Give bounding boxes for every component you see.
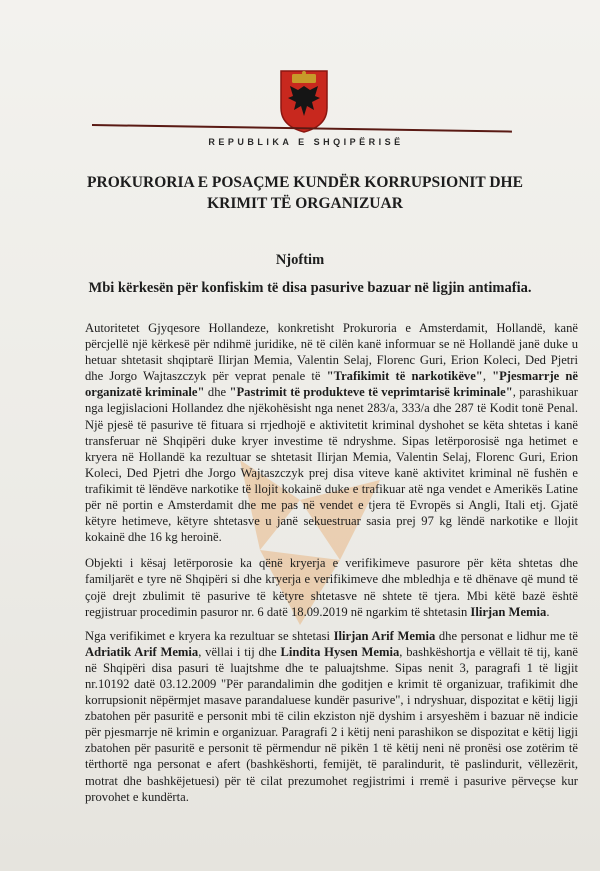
- paragraph-3: Nga verifikimet e kryera ka rezultuar se shtetasi Ilirjan Arif Memia dhe personat e lidhur me të Adriatik Arif Memia, vëllai i tij dhe Lindita Hysen Memia, bashkëshortja e vëllait të tij, kanë në Shqipëri disa pasuri të luajtshme dhe te paluajtshme. Sipas nenit 3, paragrafi 1 të ligjit nr.10192 datë 03.12.2009 "Për parandalimin dhe goditjen e krimit të organizuar, trafikimit dhe korrupsionit nëpërmjet masave parandaluese kundër pasurive", i ndryshuar, dispozitat e këtij ligji zbatohen për pasuritë e personit mbi të cilin ekziston një dyshim i arsyeshëm i bazuar në indicie për pjesmarrje në krimin e organizuar. Paragrafi 2 i këtij neni parashikon se dispozitat e këtij ligji zbatohen për pasuritë e personit të përmendur në pikën 1 të këtij neni në pronësi ose zotërim të tërthortë nga personat e afert (bashkëshorti, femijët, të paralindurit, të paslindurit, vëllezërit, motrat dhe bashkëjetuesi) për të cilat prezumohet regjistrimi i rremë i pasurive përveçse kur provohet e kundërta.: [85, 628, 578, 804]
- notice-body: [85, 320, 578, 815]
- paragraph-1: Autoritetet Gjyqesore Hollandeze, konkretisht Prokuroria e Amsterdamit, Hollandë, kanë përcjellë një kërkesë për ndihmë juridike, në të cilën kanë informuar se në Hollandë janë duke u hetuar shtetasit shqiptarë Ilirjan Memia, Valentin Selaj, Florenc Guri, Erion Koleci, Ded Pjetri dhe Jorgo Wajtaszczyk për veprat penale të "Trafikimit të narkotikëve", "Pjesmarrje në organizatë kriminale" dhe "Pastrimit të produkteve të veprimtarisë kriminale", parashikuar nga legjislacioni Hollandez dhe njëkohësisht nga nenet 283/a, 333/a dhe 287 të Kodit tonë Penal. Një pjesë të pasurive të fituara si rrjedhojë e aktivitetit kriminal dyshohet se këta shtetas i kanë transferuar në Shqipëri duke kryer investime të ndryshme. Sipas letërporosisë nga hetimet e kryera në Hollandë ka rezultuar se shtetasit Ilirjan Memia, Valentin Selaj, Florenc Guri, Erion Koleci, Ded Pjetri dhe Jorgo Wajtaszczyk prej disa viteve kanë aktivitet kriminal në fushën e trafikimit të lëndëve narkotike të llojit kokainë duke e trafikuar atë nga vendet e Amerikës Latine për në portin e Amsterdamit dhe me pas në vendet e tjera të Evropës si Angli, Itali etj. Gjatë këtyre hetimeve, këtyre shtetasve u janë sekuestruar sasia prej 97 kg lëndë narkotike e llojit kokainë dhe 16 kg heroinë.: [85, 321, 579, 545]
- albania-coat-of-arms-icon: [278, 68, 330, 134]
- notice-subtitle: Mbi kërkesën për konfiskim të disa pasurive bazuar në ligjin antimafia.: [88, 280, 532, 296]
- country-name: REPUBLIKA E SHQIPËRISË: [208, 137, 404, 147]
- notice-title: Njoftim: [275, 252, 325, 268]
- office-name: PROKURORIA E POSAÇME KUNDËR KORRUPSIONIT DHE KRIMIT TË ORGANIZUAR: [87, 174, 523, 212]
- paragraph-2: Objekti i kësaj letërporosie ka qënë kryerja e verifikimeve pasurore për këta shtetas dhe familjarët e tyre në Shqipëri si dhe kryerja e verifikimeve dhe mbledhja e të dhënave që mund të çojë drejt zbulimit të pasurive të këtyre shtetasve në shtete të tjera. Mbi këtë bazë është regjistruar procedimin pasuror nr. 6 datë 18.09.2019 në ngarkim të shtetasin Ilirjan Memia.: [85, 556, 578, 619]
